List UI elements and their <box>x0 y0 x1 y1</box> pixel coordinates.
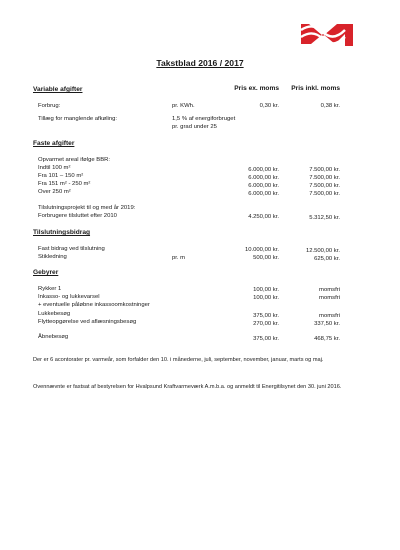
forbrug-inkl: 0,38 kr. <box>320 103 340 109</box>
faste-row-ex: 6.000,00 kr. <box>248 183 279 189</box>
gebyrer-heading: Gebyrer <box>33 269 59 276</box>
rykker-ex: 100,00 kr. <box>253 287 279 293</box>
faste-row-label: Indtil 100 m² <box>38 165 71 171</box>
tilslutning-heading: Tilslutningsbidrag <box>33 229 91 236</box>
inkasso-label-1: Inkasso- og lukkevarsel <box>38 294 100 300</box>
tilslutning-row-unit: pr. m <box>172 255 186 261</box>
projekt-label-2: Forbrugere tilsluttet efter 2010 <box>38 213 117 219</box>
acconto-note: Der er 6 acontorater pr. varmeår, som forfalder den 10. i månederne, juli, september, november, januar, marts og maj. <box>33 357 324 363</box>
flytte-ex: 270,00 kr. <box>253 321 279 327</box>
forbrug-unit: pr. KWh. <box>172 103 195 109</box>
faste-row-ex: 6.000,00 kr. <box>248 167 279 173</box>
flytte-label: Flytteopgørelse ved aflæsningsbesøg <box>38 319 137 325</box>
inkasso-ex: 100,00 kr. <box>253 295 279 301</box>
tillaeg-desc-2: pr. grad under 25 <box>172 124 217 130</box>
tilslutning-row-inkl: 625,00 kr. <box>314 256 340 262</box>
rykker-label: Rykker 1 <box>38 286 62 292</box>
faste-row-inkl: 7.500,00 kr. <box>309 175 340 181</box>
faste-row-label: Over 250 m² <box>38 189 71 195</box>
lukke-ex: 375,00 kr. <box>253 313 279 319</box>
opvarmet-label: Opvarmet areal ifølge BBR: <box>38 157 111 163</box>
tillaeg-desc-1: 1,5 % af energiforbruget <box>172 116 236 122</box>
projekt-inkl: 5.312,50 kr. <box>309 215 340 221</box>
faste-row-label: Fra 151 m² - 250 m² <box>38 181 91 187</box>
variable-heading: Variable afgifter <box>33 86 83 93</box>
faste-row-inkl: 7.500,00 kr. <box>309 191 340 197</box>
inkasso-inkl: momsfri <box>319 295 340 301</box>
page-title: Takstblad 2016 / 2017 <box>156 58 244 68</box>
tilslutning-row-ex: 10.000,00 kr. <box>244 247 279 253</box>
column-ex-moms: Pris ex. moms <box>234 85 279 92</box>
column-inkl-moms: Pris inkl. moms <box>291 85 340 92</box>
faste-heading: Faste afgifter <box>33 140 75 147</box>
inkasso-label-2: + eventuelle påløbne inkassoomkostninger <box>38 302 150 308</box>
vedtaget-note: Ovennævnte er fastsat af bestyrelsen for Hvalpsund Kraftvarmeværk A.m.b.a. og anmeldt til Energitilsynet den 30. juni 2016. <box>33 384 342 390</box>
aabne-label: Åbnebesøg <box>38 334 69 340</box>
tilslutning-row-label: Stikledning <box>38 254 67 260</box>
tillaeg-label: Tillæg for manglende afkøling: <box>38 116 118 122</box>
forbrug-ex: 0,30 kr. <box>259 103 279 109</box>
rykker-inkl: momsfri <box>319 287 340 293</box>
lukke-inkl: momsfri <box>319 313 340 319</box>
company-logo-icon <box>299 20 355 50</box>
aabne-ex: 375,00 kr. <box>253 336 279 342</box>
faste-row-inkl: 7.500,00 kr. <box>309 167 340 173</box>
faste-row-ex: 6.000,00 kr. <box>248 175 279 181</box>
faste-row-inkl: 7.500,00 kr. <box>309 183 340 189</box>
aabne-inkl: 468,75 kr. <box>314 336 340 342</box>
faste-row-ex: 6.000,00 kr. <box>248 191 279 197</box>
tilslutning-row-ex: 500,00 kr. <box>253 255 279 261</box>
forbrug-label: Forbrug: <box>38 103 61 109</box>
faste-row-label: Fra 101 – 150 m² <box>38 173 84 179</box>
projekt-label-1: Tilslutningsprojekt til og med år 2019: <box>38 205 136 211</box>
flytte-inkl: 337,50 kr. <box>314 321 340 327</box>
tilslutning-row-inkl: 12.500,00 kr. <box>305 248 340 254</box>
projekt-ex: 4.250,00 kr. <box>248 214 279 220</box>
lukke-label: Lukkebesøg <box>38 311 71 317</box>
tilslutning-row-label: Fast bidrag ved tilslutning <box>38 246 105 252</box>
